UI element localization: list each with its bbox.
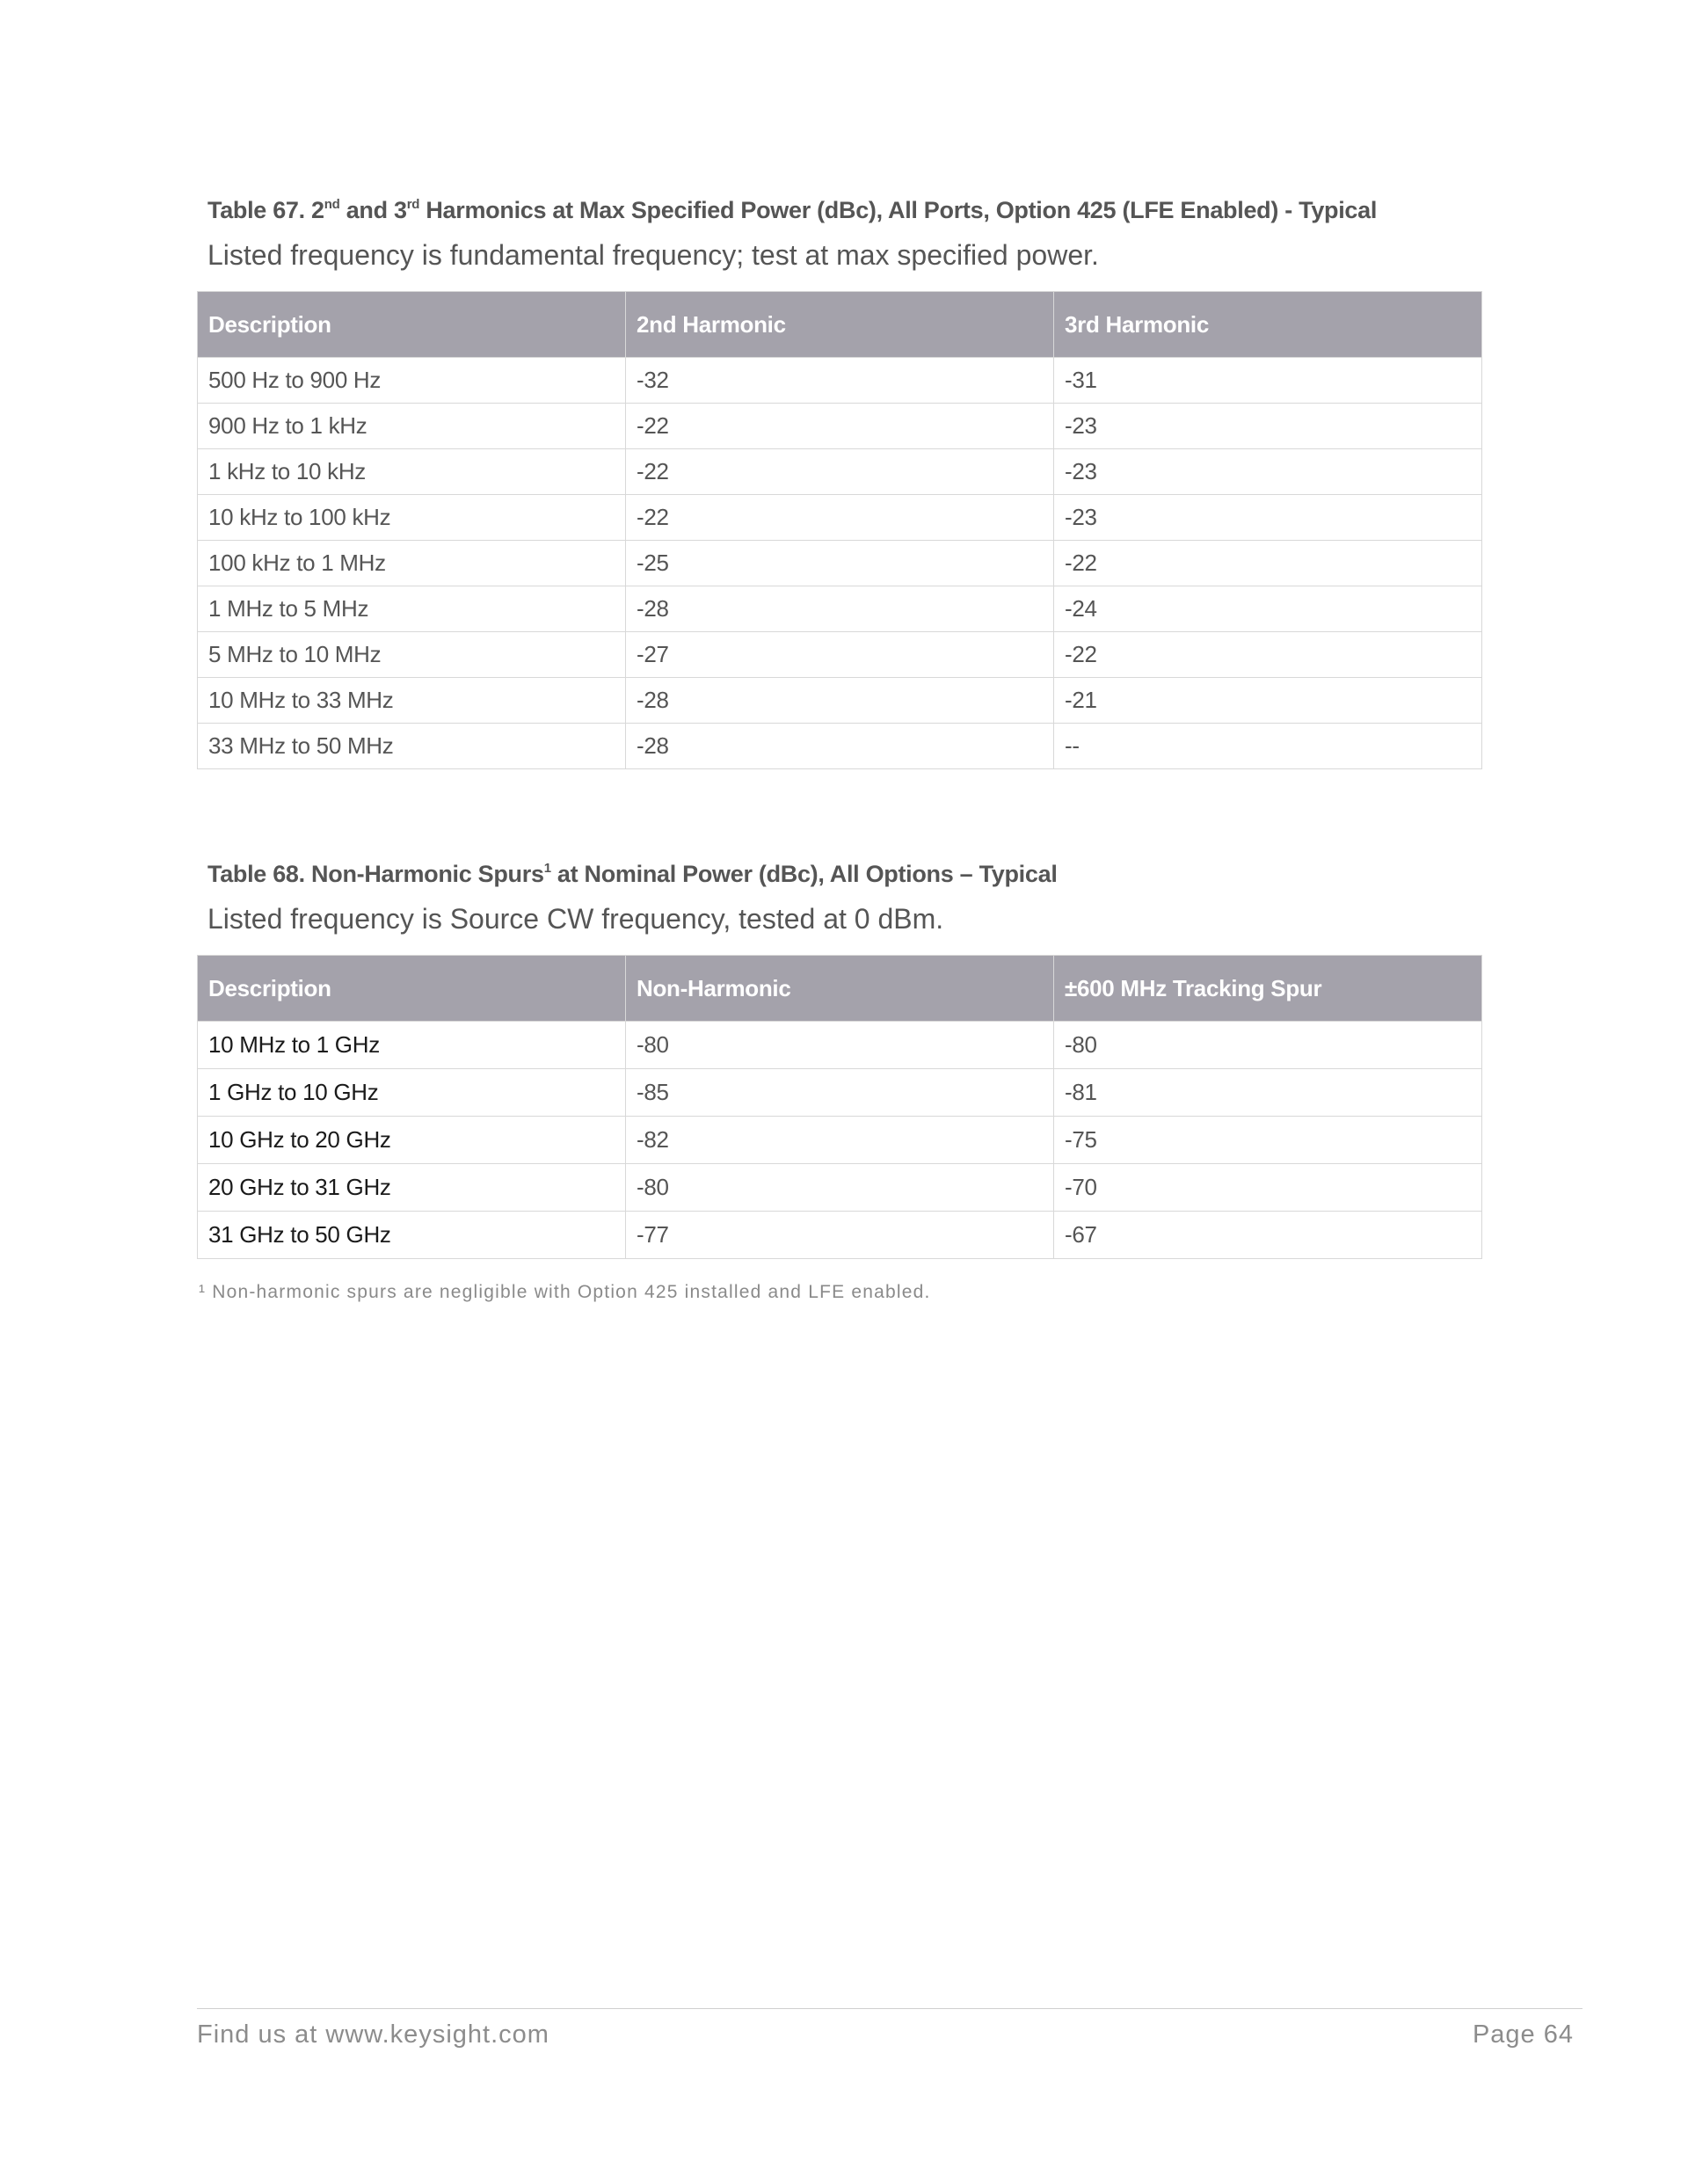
cell-3rd-harmonic: -21 <box>1054 678 1482 724</box>
cell-description: 10 MHz to 33 MHz <box>198 678 626 724</box>
footnote: ¹ Non-harmonic spurs are negligible with Option 425 installed and LFE enabled. <box>199 1282 931 1302</box>
table68-section <box>197 861 1482 1303</box>
table-row <box>198 1164 1482 1212</box>
table68 <box>197 955 1482 1259</box>
column-header-description: Description <box>198 292 626 358</box>
cell-description: 1 kHz to 10 kHz <box>198 449 626 495</box>
footer-divider <box>197 2008 1582 2009</box>
table-row <box>198 449 1482 495</box>
cell-3rd-harmonic: -23 <box>1054 404 1482 449</box>
column-header-2nd-harmonic: 2nd Harmonic <box>626 292 1054 358</box>
table67-note: Listed frequency is fundamental frequency; test at max specified power. <box>207 239 1099 271</box>
cell-description: 31 GHz to 50 GHz <box>198 1212 626 1259</box>
cell-description: 20 GHz to 31 GHz <box>198 1164 626 1212</box>
page-number: Page 64 <box>1472 2020 1574 2049</box>
cell-tracking-spur: -75 <box>1054 1117 1482 1164</box>
cell-non-harmonic: -85 <box>626 1069 1054 1117</box>
column-header-tracking-spur: ±600 MHz Tracking Spur <box>1054 956 1482 1022</box>
table-row <box>198 1117 1482 1164</box>
cell-2nd-harmonic: -28 <box>626 678 1054 724</box>
cell-3rd-harmonic: -- <box>1054 724 1482 769</box>
table-header-row <box>198 956 1482 1022</box>
table-row <box>198 1212 1482 1259</box>
table67-title: Table 67. 2nd and 3rd Harmonics at Max Specified Power (dBc), All Ports, Option 425 (LFE Enabled) - Typical <box>207 197 1378 223</box>
cell-2nd-harmonic: -28 <box>626 724 1054 769</box>
cell-2nd-harmonic: -27 <box>626 632 1054 678</box>
cell-description: 900 Hz to 1 kHz <box>198 404 626 449</box>
cell-non-harmonic: -82 <box>626 1117 1054 1164</box>
cell-2nd-harmonic: -22 <box>626 404 1054 449</box>
cell-description: 1 MHz to 5 MHz <box>198 586 626 632</box>
cell-non-harmonic: -77 <box>626 1212 1054 1259</box>
cell-tracking-spur: -70 <box>1054 1164 1482 1212</box>
table67-section <box>197 197 1482 769</box>
cell-2nd-harmonic: -22 <box>626 495 1054 541</box>
table-row <box>198 632 1482 678</box>
cell-description: 100 kHz to 1 MHz <box>198 541 626 586</box>
cell-2nd-harmonic: -28 <box>626 586 1054 632</box>
cell-description: 10 MHz to 1 GHz <box>198 1022 626 1069</box>
column-header-3rd-harmonic: 3rd Harmonic <box>1054 292 1482 358</box>
cell-description: 10 kHz to 100 kHz <box>198 495 626 541</box>
cell-description: 33 MHz to 50 MHz <box>198 724 626 769</box>
cell-3rd-harmonic: -23 <box>1054 495 1482 541</box>
table-row <box>198 541 1482 586</box>
cell-tracking-spur: -81 <box>1054 1069 1482 1117</box>
cell-description: 5 MHz to 10 MHz <box>198 632 626 678</box>
table-row <box>198 678 1482 724</box>
column-header-non-harmonic: Non-Harmonic <box>626 956 1054 1022</box>
cell-non-harmonic: -80 <box>626 1022 1054 1069</box>
cell-2nd-harmonic: -22 <box>626 449 1054 495</box>
column-header-description: Description <box>198 956 626 1022</box>
table-header-row <box>198 292 1482 358</box>
cell-3rd-harmonic: -31 <box>1054 358 1482 404</box>
cell-description: 500 Hz to 900 Hz <box>198 358 626 404</box>
table-row <box>198 724 1482 769</box>
cell-description: 1 GHz to 10 GHz <box>198 1069 626 1117</box>
table68-note: Listed frequency is Source CW frequency, tested at 0 dBm. <box>207 903 944 935</box>
table-row <box>198 495 1482 541</box>
cell-tracking-spur: -80 <box>1054 1022 1482 1069</box>
cell-3rd-harmonic: -22 <box>1054 632 1482 678</box>
cell-3rd-harmonic: -24 <box>1054 586 1482 632</box>
table67 <box>197 291 1482 769</box>
table-row <box>198 1022 1482 1069</box>
table-row <box>198 1069 1482 1117</box>
cell-description: 10 GHz to 20 GHz <box>198 1117 626 1164</box>
table-row <box>198 404 1482 449</box>
footer-website-link[interactable]: Find us at www.keysight.com <box>197 2020 549 2049</box>
table-row <box>198 358 1482 404</box>
table-row <box>198 586 1482 632</box>
cell-3rd-harmonic: -22 <box>1054 541 1482 586</box>
cell-3rd-harmonic: -23 <box>1054 449 1482 495</box>
cell-2nd-harmonic: -25 <box>626 541 1054 586</box>
cell-non-harmonic: -80 <box>626 1164 1054 1212</box>
table68-title: Table 68. Non-Harmonic Spurs$^1$ at Nominal Power (dBc), All Options – Typical <box>207 861 1058 887</box>
cell-tracking-spur: -67 <box>1054 1212 1482 1259</box>
cell-2nd-harmonic: -32 <box>626 358 1054 404</box>
